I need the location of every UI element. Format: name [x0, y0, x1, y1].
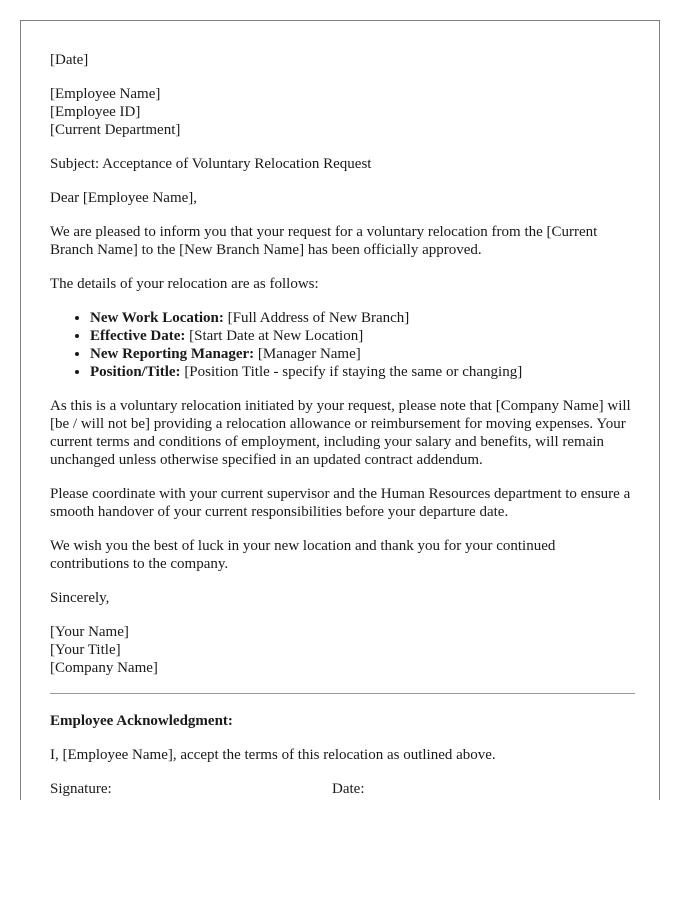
section-divider — [50, 693, 635, 694]
signoff: Sincerely, — [50, 590, 110, 606]
relocation-details-list — [50, 309, 635, 381]
detail-value: [Manager Name] — [254, 346, 361, 362]
letter-salutation: Dear [Employee Name], — [50, 190, 198, 206]
signature-row — [50, 780, 635, 798]
letter-subject: Subject: Acceptance of Voluntary Relocation Request — [50, 156, 372, 172]
coordination-paragraph: Please coordinate with your current supervisor and the Human Resources department to ensure a smooth handover of your current responsibilities before your departure date. — [50, 486, 631, 520]
acknowledgment-heading: Employee Acknowledgment: — [50, 713, 233, 729]
detail-label: New Work Location: — [90, 310, 224, 326]
signature-label: Signature: — [50, 781, 112, 797]
recipient-department: [Current Department] — [50, 122, 181, 138]
detail-value: [Full Address of New Branch] — [223, 310, 410, 326]
acknowledgment-statement: I, [Employee Name], accept the terms of this relocation as outlined above. — [50, 747, 496, 763]
detail-value: [Position Title - specify if staying the same or changing] — [180, 364, 523, 380]
intro-paragraph: We are pleased to inform you that your request for a voluntary relocation from the [Current Branch Name] to the [New Branch Name] has been officially approved. — [50, 224, 598, 258]
detail-item-work-location — [90, 309, 635, 327]
detail-label: Effective Date: — [90, 328, 186, 344]
detail-label: Position/Title: — [90, 364, 181, 380]
detail-item-reporting-manager — [90, 345, 635, 363]
sender-company: [Company Name] — [50, 660, 158, 676]
detail-item-position-title — [90, 363, 635, 381]
date-label: Date: — [332, 781, 365, 797]
sender-block — [50, 623, 635, 677]
sender-title: [Your Title] — [50, 642, 121, 658]
recipient-id: [Employee ID] — [50, 104, 141, 120]
letter-date: [Date] — [50, 52, 89, 68]
closing-paragraph: We wish you the best of luck in your new location and thank you for your continued contributions to the company. — [50, 538, 556, 572]
recipient-name: [Employee Name] — [50, 86, 161, 102]
sender-name: [Your Name] — [50, 624, 129, 640]
detail-item-effective-date — [90, 327, 635, 345]
details-intro: The details of your relocation are as follows: — [50, 276, 319, 292]
letter-content — [50, 51, 635, 798]
detail-value: [Start Date at New Location] — [185, 328, 364, 344]
detail-label: New Reporting Manager: — [90, 346, 255, 362]
allowance-paragraph: As this is a voluntary relocation initiated by your request, please note that [Company Name] will [be / will not be] providing a relocation allowance or reimbursement for moving expenses. Your current terms and conditions of employment, including your salary and benefits, will remain unchanged unless otherwise specified in an updated contract addendum. — [50, 398, 631, 468]
letter-page — [20, 20, 660, 800]
